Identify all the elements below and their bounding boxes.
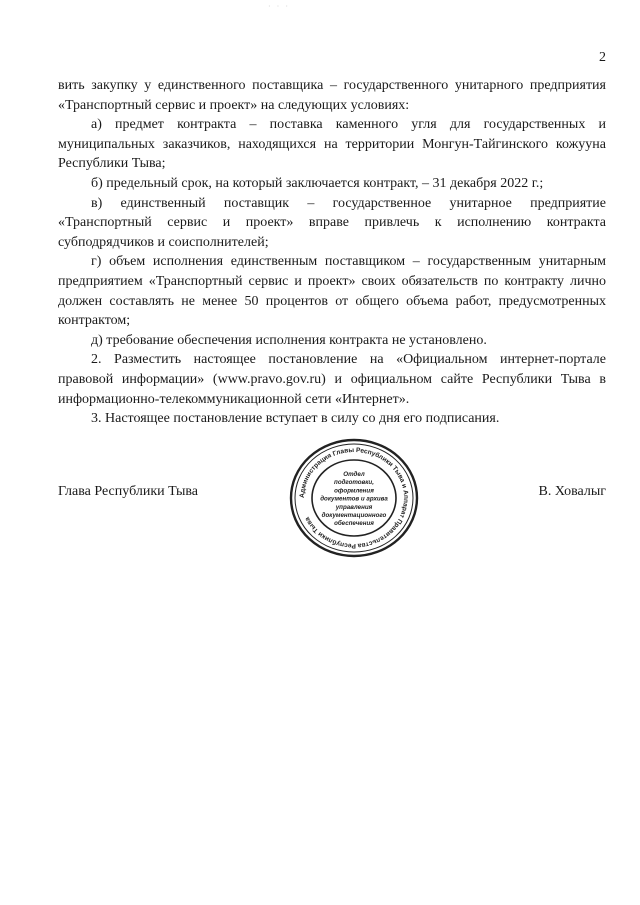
paragraph-item-b: б) предельный срок, на который заключается контракт, – 31 декабря 2022 г.; xyxy=(91,175,544,191)
paragraph-item-a: а) предмет контракта – поставка каменного угля для государственных и муниципальных заказчиков, находящихся на территории Монгун-Тайгинского кожууна Республики Тыва; xyxy=(58,117,606,172)
signatory-position: Глава Республики Тыва xyxy=(58,484,199,499)
paragraph-item-v: в) единственный поставщик – государственное унитарное предприятие «Транспортный сервис и проект» вправе привлечь к исполнению контракта субподрядчиков и соисполнителей; xyxy=(58,195,606,250)
official-stamp xyxy=(288,437,420,559)
stamp-center-line: документов и архива xyxy=(320,495,388,503)
paragraph-item-d: д) требование обеспечения исполнения контракта не установлено. xyxy=(91,332,487,348)
stamp-center-line: управления xyxy=(335,503,373,511)
paragraph-clause-3: 3. Настоящее постановление вступает в силу со дня его подписания. xyxy=(91,411,500,427)
paragraph-clause-2: 2. Разместить настоящее постановление на «Официальном интернет-портале правовой информации» (www.pravo.gov.ru) и официальном сайте Республики Тыва в информационно-телекоммуникационной сети «Интернет». xyxy=(58,352,606,407)
stamp-ring-text: Администрация Главы Республики Тыва и Аппарат Правительства Республики Тыва xyxy=(298,446,410,550)
stamp-seal-icon xyxy=(288,437,420,559)
paragraph-continuation: вить закупку у единственного поставщика – государственного унитарного предприятия «Транспортный сервис и проект» на следующих условиях: xyxy=(58,78,606,113)
document-body xyxy=(58,76,606,429)
signatory-name: В. Ховалыг xyxy=(538,484,606,499)
stamp-center-line: оформления xyxy=(334,487,374,495)
scan-mark: · · · xyxy=(268,2,290,11)
paragraph-item-g: г) объем исполнения единственным поставщиком – государственным унитарным предприятием «Транспортный сервис и проект» своих обязательств по контракту лично должен составлять не менее 50 процентов от общего объема работ, предусмотренных контрактом; xyxy=(58,254,606,329)
page-number: 2 xyxy=(599,50,606,65)
stamp-center-line: обеспечения xyxy=(334,520,374,528)
stamp-center-line: документационного xyxy=(321,512,387,519)
stamp-center-line: Отдел xyxy=(343,471,365,478)
stamp-center-line: подготовки, xyxy=(334,479,374,487)
